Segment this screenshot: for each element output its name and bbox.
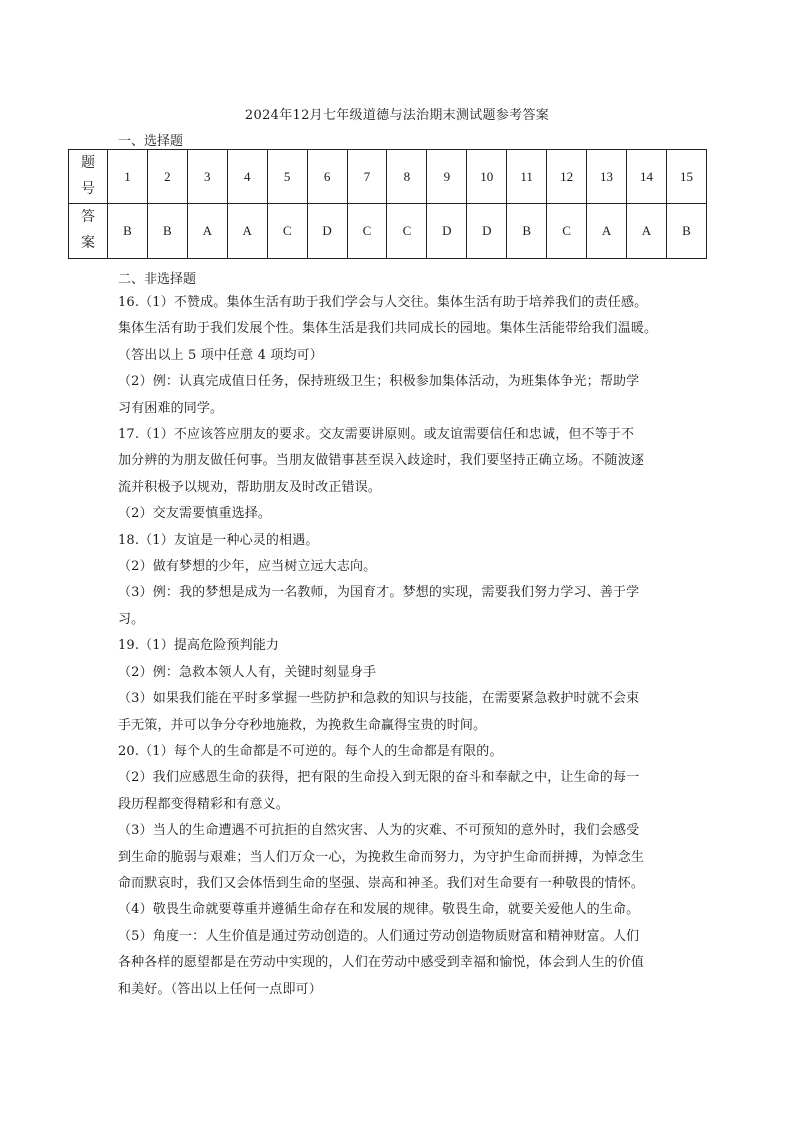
answer-text-line: 习有困难的同学。 bbox=[118, 400, 224, 416]
answer-text-line: 16.（1）不赞成。集体生活有助于我们学会与人交往。集体生活有助于培养我们的责任感。 bbox=[118, 295, 648, 310]
answer-cell: B bbox=[507, 204, 547, 259]
question-number-cell: 15 bbox=[666, 150, 706, 204]
answer-cell: B bbox=[108, 204, 148, 259]
answer-cell: A bbox=[187, 204, 227, 259]
question-number-cell: 10 bbox=[467, 150, 507, 204]
answer-cell: A bbox=[626, 204, 666, 259]
answer-text-line: 流并积极予以规劝，帮助朋友及时改正错误。 bbox=[118, 479, 382, 495]
answer-text-line: 到生命的脆弱与艰难；当人们万众一心，为挽救生命而努力，为守护生命而拼搏，为悼念生 bbox=[118, 849, 645, 865]
answer-cell: A bbox=[587, 204, 627, 259]
question-number-cell: 8 bbox=[387, 150, 427, 204]
answer-row bbox=[69, 204, 707, 259]
answer-text-line: 17.（1）不应该答应朋友的要求。交友需要讲原则。或友谊需要信任和忠诚，但不等于不 bbox=[118, 427, 635, 443]
question-number-row bbox=[69, 150, 707, 204]
row-header-answer: 答 案 bbox=[69, 204, 108, 259]
answer-cell: B bbox=[147, 204, 187, 259]
answer-text-line: （2）我们应感恩生命的获得，把有限的生命投入到无限的奋斗和奉献之中，让生命的每一 bbox=[118, 770, 640, 786]
question-number-cell: 5 bbox=[267, 150, 307, 204]
question-number-cell: 7 bbox=[347, 150, 387, 204]
question-number-cell: 12 bbox=[547, 150, 587, 204]
section-heading-multiple-choice: 一、选择题 bbox=[118, 134, 184, 149]
question-number-cell: 4 bbox=[227, 150, 267, 204]
answer-table bbox=[68, 149, 707, 259]
answer-text-line: （3）如果我们能在平时多掌握一些防护和急救的知识与技能，在需要紧急救护时就不会束 bbox=[118, 691, 640, 707]
answer-text-line: （2）做有梦想的少年，应当树立远大志向。 bbox=[118, 559, 377, 575]
answer-cell: B bbox=[666, 204, 706, 259]
question-number-cell: 1 bbox=[108, 150, 148, 204]
page-title: 2024年12月七年级道德与法治期末测试题参考答案 bbox=[244, 108, 550, 123]
answer-text-line: 19.（1）提高危险预判能力 bbox=[118, 638, 280, 654]
answer-cell: C bbox=[547, 204, 587, 259]
answer-text-line: （2）例：急救本领人人有，关键时刻显身手 bbox=[118, 664, 377, 680]
question-number-cell: 6 bbox=[307, 150, 347, 204]
answer-cell: D bbox=[427, 204, 467, 259]
answer-text-line: （2）例：认真完成值日任务，保持班级卫生；积极参加集体活动，为班集体争光；帮助学 bbox=[118, 374, 640, 390]
answer-text-line: （3）例：我的梦想是成为一名教师，为国育才。梦想的实现，需要我们努力学习、善于学 bbox=[118, 585, 640, 601]
answer-text-line: （5）角度一：人生价值是通过劳动创造的。人们通过劳动创造物质财富和精神财富。人们 bbox=[118, 928, 640, 944]
question-number-cell: 14 bbox=[626, 150, 666, 204]
answer-text-line: 加分辨的为朋友做任何事。当朋友做错事甚至误入歧途时，我们要坚持正确立场。不随波逐 bbox=[118, 453, 645, 469]
answer-text-line: 各种各样的愿望都是在劳动中实现的，人们在劳动中感受到幸福和愉悦，体会到人生的价值 bbox=[118, 955, 645, 971]
answer-text-line: 习。 bbox=[118, 611, 145, 627]
answer-text-line: （4）敬畏生命就要尊重并遵循生命存在和发展的规律。敬畏生命，就要关爱他人的生命。 bbox=[118, 902, 640, 918]
question-number-cell: 11 bbox=[507, 150, 547, 204]
answer-cell: C bbox=[387, 204, 427, 259]
question-number-cell: 13 bbox=[587, 150, 627, 204]
answer-cell: D bbox=[307, 204, 347, 259]
answer-cell: C bbox=[347, 204, 387, 259]
section-heading-non-choice: 二、非选择题 bbox=[118, 272, 197, 287]
answer-cell: A bbox=[227, 204, 267, 259]
row-header-question-number: 题 号 bbox=[69, 150, 108, 204]
question-number-cell: 2 bbox=[147, 150, 187, 204]
answer-text-line: 手无策，并可以争分夺秒地施救，为挽救生命赢得宝贵的时间。 bbox=[118, 717, 487, 733]
answer-cell: D bbox=[467, 204, 507, 259]
answer-text-line: 和美好。（答出以上任何一点即可） bbox=[118, 981, 322, 997]
question-number-cell: 9 bbox=[427, 150, 467, 204]
answer-text-line: （答出以上 5 项中任意 4 项均可） bbox=[118, 347, 323, 363]
answer-cell: C bbox=[267, 204, 307, 259]
answer-text-line: 集体生活有助于我们发展个性。集体生活是我们共同成长的园地。集体生活能带给我们温暖。 bbox=[118, 321, 658, 337]
answer-text-line: （3）当人的生命遭遇不可抗拒的自然灾害、人为的灾难、不可预知的意外时，我们会感受 bbox=[118, 823, 640, 839]
answer-text-line: 段历程都变得精彩和有意义。 bbox=[118, 796, 289, 812]
answer-text-line: 命而默哀时，我们又会体悟到生命的坚强、崇高和神圣。我们对生命要有一种敬畏的情怀。 bbox=[118, 875, 645, 891]
answer-text-line: 18.（1）友谊是一种心灵的相遇。 bbox=[118, 532, 319, 548]
answer-body bbox=[118, 290, 690, 1003]
answer-text-line: （2）交友需要慎重选择。 bbox=[118, 506, 272, 522]
question-number-cell: 3 bbox=[187, 150, 227, 204]
answer-text-line: 20.（1）每个人的生命都是不可逆的。每个人的生命都是有限的。 bbox=[118, 743, 503, 759]
